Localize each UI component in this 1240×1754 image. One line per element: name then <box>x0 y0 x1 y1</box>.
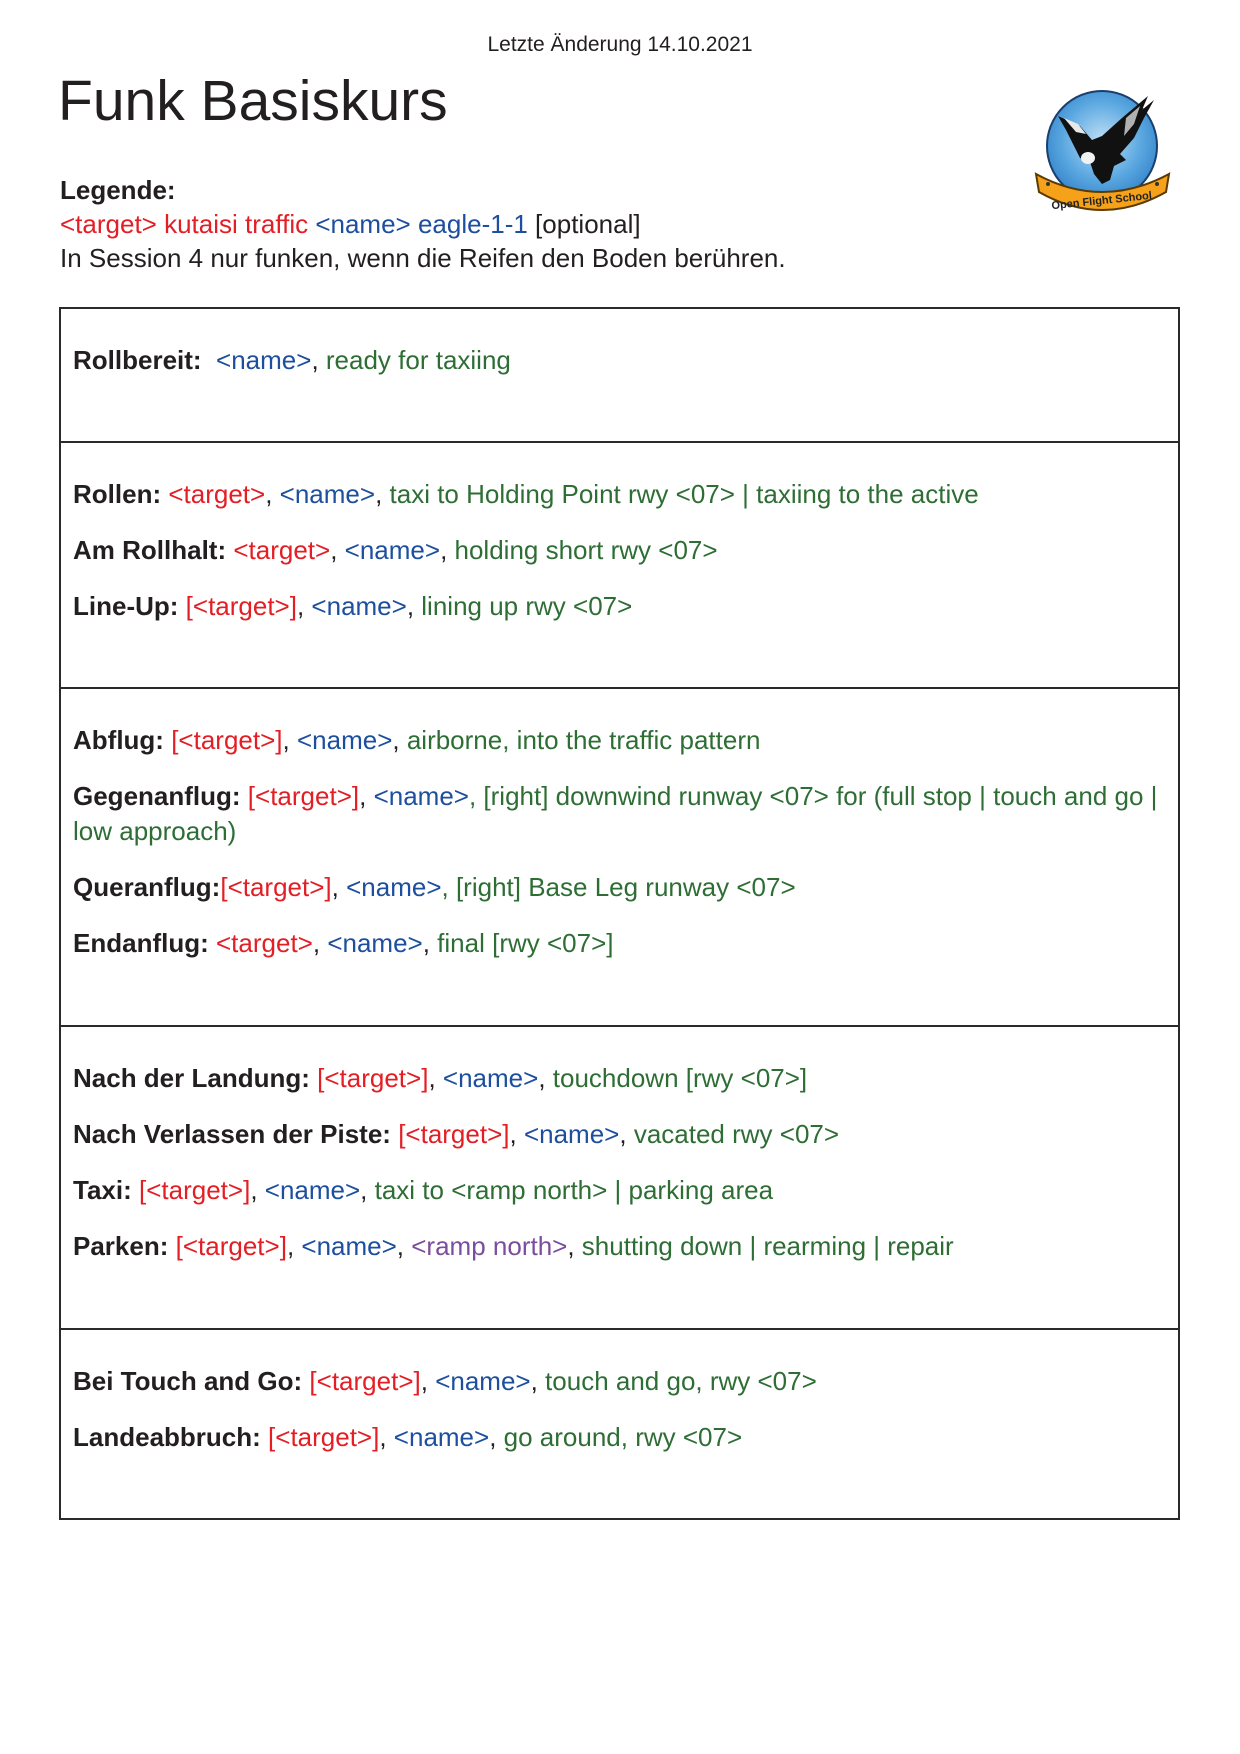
target-token: [<target>] <box>175 1231 287 1261</box>
separator: , <box>360 1175 375 1205</box>
phrase-label: Am Rollhalt: <box>73 535 227 565</box>
phrase-text: touch and go, rwy <07> <box>545 1366 817 1396</box>
separator: , <box>538 1063 553 1093</box>
separator: , <box>619 1119 634 1149</box>
phrase-label: Endanflug: <box>73 928 209 958</box>
separator <box>209 928 216 958</box>
target-token: <target> <box>168 479 266 509</box>
phrase-section-cell <box>60 688 1179 1026</box>
phrase-row <box>73 1229 1166 1264</box>
phrase-row <box>73 1420 1166 1455</box>
phrase-section <box>60 442 1179 688</box>
target-token: [<target>] <box>171 725 283 755</box>
separator: , <box>567 1231 582 1261</box>
session-note: In Session 4 nur funken, wenn die Reifen den Boden berühren. <box>60 243 786 273</box>
phrase-label: Taxi: <box>73 1175 132 1205</box>
last-change-date: Letzte Änderung 14.10.2021 <box>487 33 753 56</box>
separator: , <box>296 591 312 621</box>
target-token: [<target>] <box>398 1119 510 1149</box>
phrase-text: , [right] downwind runway <07> for (full stop | touch and go | low approach) <box>73 781 1165 846</box>
phrase-list <box>73 443 1166 624</box>
separator: , <box>375 479 390 509</box>
separator: , <box>265 479 280 509</box>
phrase-list <box>73 1027 1166 1264</box>
separator: , <box>331 872 347 902</box>
phrase-row <box>73 1364 1166 1399</box>
name-token: <name> <box>216 345 312 375</box>
name-token: <name> <box>393 1422 490 1452</box>
phrase-text: , [right] Base Leg runway <07> <box>441 872 796 902</box>
separator <box>178 591 185 621</box>
phrase-label: Bei Touch and Go: <box>73 1366 303 1396</box>
separator: , <box>286 1231 302 1261</box>
eagle-logo-icon <box>1030 88 1175 223</box>
page-title: Funk Basiskurs <box>58 69 448 133</box>
phrase-list <box>73 1330 1166 1455</box>
legend-heading: Legende: <box>60 175 176 205</box>
legend-target: <target> kutaisi traffic <box>60 209 309 239</box>
phrase-text: taxi to Holding Point rwy <07> | taxiing to the active <box>389 479 979 509</box>
name-token: <name> <box>264 1175 361 1205</box>
name-token: <name> <box>373 781 469 811</box>
name-token: <name> <box>279 479 376 509</box>
separator: , <box>282 725 297 755</box>
phrase-row <box>73 1061 1166 1096</box>
name-token: <name> <box>523 1119 620 1149</box>
phrase-text: vacated rwy <07> <box>633 1119 840 1149</box>
phrase-label: Rollbereit: <box>73 345 202 375</box>
phrase-section <box>60 308 1179 442</box>
separator: , <box>250 1175 265 1205</box>
phrase-row <box>73 533 1166 568</box>
legend-line <box>60 207 786 241</box>
separator <box>168 1231 175 1261</box>
phrase-row <box>73 926 1166 961</box>
phrase-label: Gegenanflug: <box>73 781 241 811</box>
phrase-row <box>73 779 1166 849</box>
phrase-list <box>73 689 1166 961</box>
name-token: <name> <box>296 725 393 755</box>
phrase-label: Nach der Landung: <box>73 1063 310 1093</box>
phrase-section <box>60 688 1179 1026</box>
phrase-section-cell <box>60 442 1179 688</box>
separator: , <box>330 535 345 565</box>
phrase-section-cell <box>60 1026 1179 1329</box>
phrase-row <box>73 343 1166 378</box>
separator: , <box>509 1119 524 1149</box>
logo-text: Open Flight School <box>1050 189 1153 213</box>
name-token: <name> <box>435 1366 531 1396</box>
name-token: <name> <box>311 591 407 621</box>
open-flight-school-logo <box>1030 88 1175 223</box>
phrase-row <box>73 1117 1166 1152</box>
separator: , <box>392 725 407 755</box>
legend-optional: [optional] <box>535 209 641 239</box>
phrase-text: touchdown [rwy <07>] <box>552 1063 808 1093</box>
phrase-row <box>73 870 1166 905</box>
separator: , <box>311 345 326 375</box>
phrase-text: taxi to <ramp north> | parking area <box>374 1175 774 1205</box>
phrase-section-cell <box>60 308 1179 442</box>
phrase-text: go around, rwy <07> <box>503 1422 743 1452</box>
name-token: <name> <box>327 928 423 958</box>
phrase-section-cell <box>60 1329 1179 1519</box>
name-token: <name> <box>346 872 442 902</box>
separator: , <box>489 1422 504 1452</box>
phrase-label: Queranflug: <box>73 872 221 902</box>
separator: , <box>530 1366 546 1396</box>
separator <box>132 1175 139 1205</box>
target-token: [<target>] <box>247 781 360 811</box>
target-token: [<target>] <box>309 1366 421 1396</box>
separator: , <box>406 591 422 621</box>
target-token: <target> <box>216 928 313 958</box>
phrase-row <box>73 723 1166 758</box>
phrase-row <box>73 1173 1166 1208</box>
phrase-text: final [rwy <07>] <box>437 928 614 958</box>
separator <box>241 781 248 811</box>
phrase-text: holding short rwy <07> <box>454 535 718 565</box>
separator: , <box>396 1231 412 1261</box>
phrase-section <box>60 1026 1179 1329</box>
target-token: [<target>] <box>139 1175 251 1205</box>
phrase-table <box>59 307 1180 1520</box>
separator: , <box>440 535 455 565</box>
separator: , <box>428 1063 443 1093</box>
phrase-list <box>73 309 1166 378</box>
separator <box>202 345 216 375</box>
separator: , <box>422 928 438 958</box>
phrase-row <box>73 589 1166 624</box>
target-token: [<target>] <box>185 591 297 621</box>
name-token: <name> <box>442 1063 539 1093</box>
target-token: [<target>] <box>220 872 332 902</box>
target-token: [<target>] <box>317 1063 429 1093</box>
place-token: <ramp north> <box>411 1231 568 1261</box>
target-token: <target> <box>233 535 331 565</box>
separator: , <box>379 1422 394 1452</box>
phrase-label: Parken: <box>73 1231 169 1261</box>
phrase-text: shutting down | rearming | repair <box>581 1231 954 1261</box>
phrase-label: Line-Up: <box>73 591 179 621</box>
separator: , <box>312 928 328 958</box>
legend <box>60 173 786 275</box>
legend-name: <name> eagle-1-1 <box>315 209 528 239</box>
phrase-text: airborne, into the traffic pattern <box>406 725 761 755</box>
separator: , <box>359 781 374 811</box>
separator: , <box>420 1366 436 1396</box>
phrase-label: Nach Verlassen der Piste: <box>73 1119 391 1149</box>
phrase-label: Landeabbruch: <box>73 1422 261 1452</box>
phrase-row <box>73 477 1166 512</box>
phrase-text: lining up rwy <07> <box>421 591 633 621</box>
target-token: [<target>] <box>268 1422 380 1452</box>
separator <box>261 1422 268 1452</box>
phrase-text: ready for taxiing <box>325 345 511 375</box>
name-token: <name> <box>344 535 441 565</box>
phrase-label: Rollen: <box>73 479 162 509</box>
name-token: <name> <box>301 1231 397 1261</box>
phrase-label: Abflug: <box>73 725 164 755</box>
phrase-section <box>60 1329 1179 1519</box>
